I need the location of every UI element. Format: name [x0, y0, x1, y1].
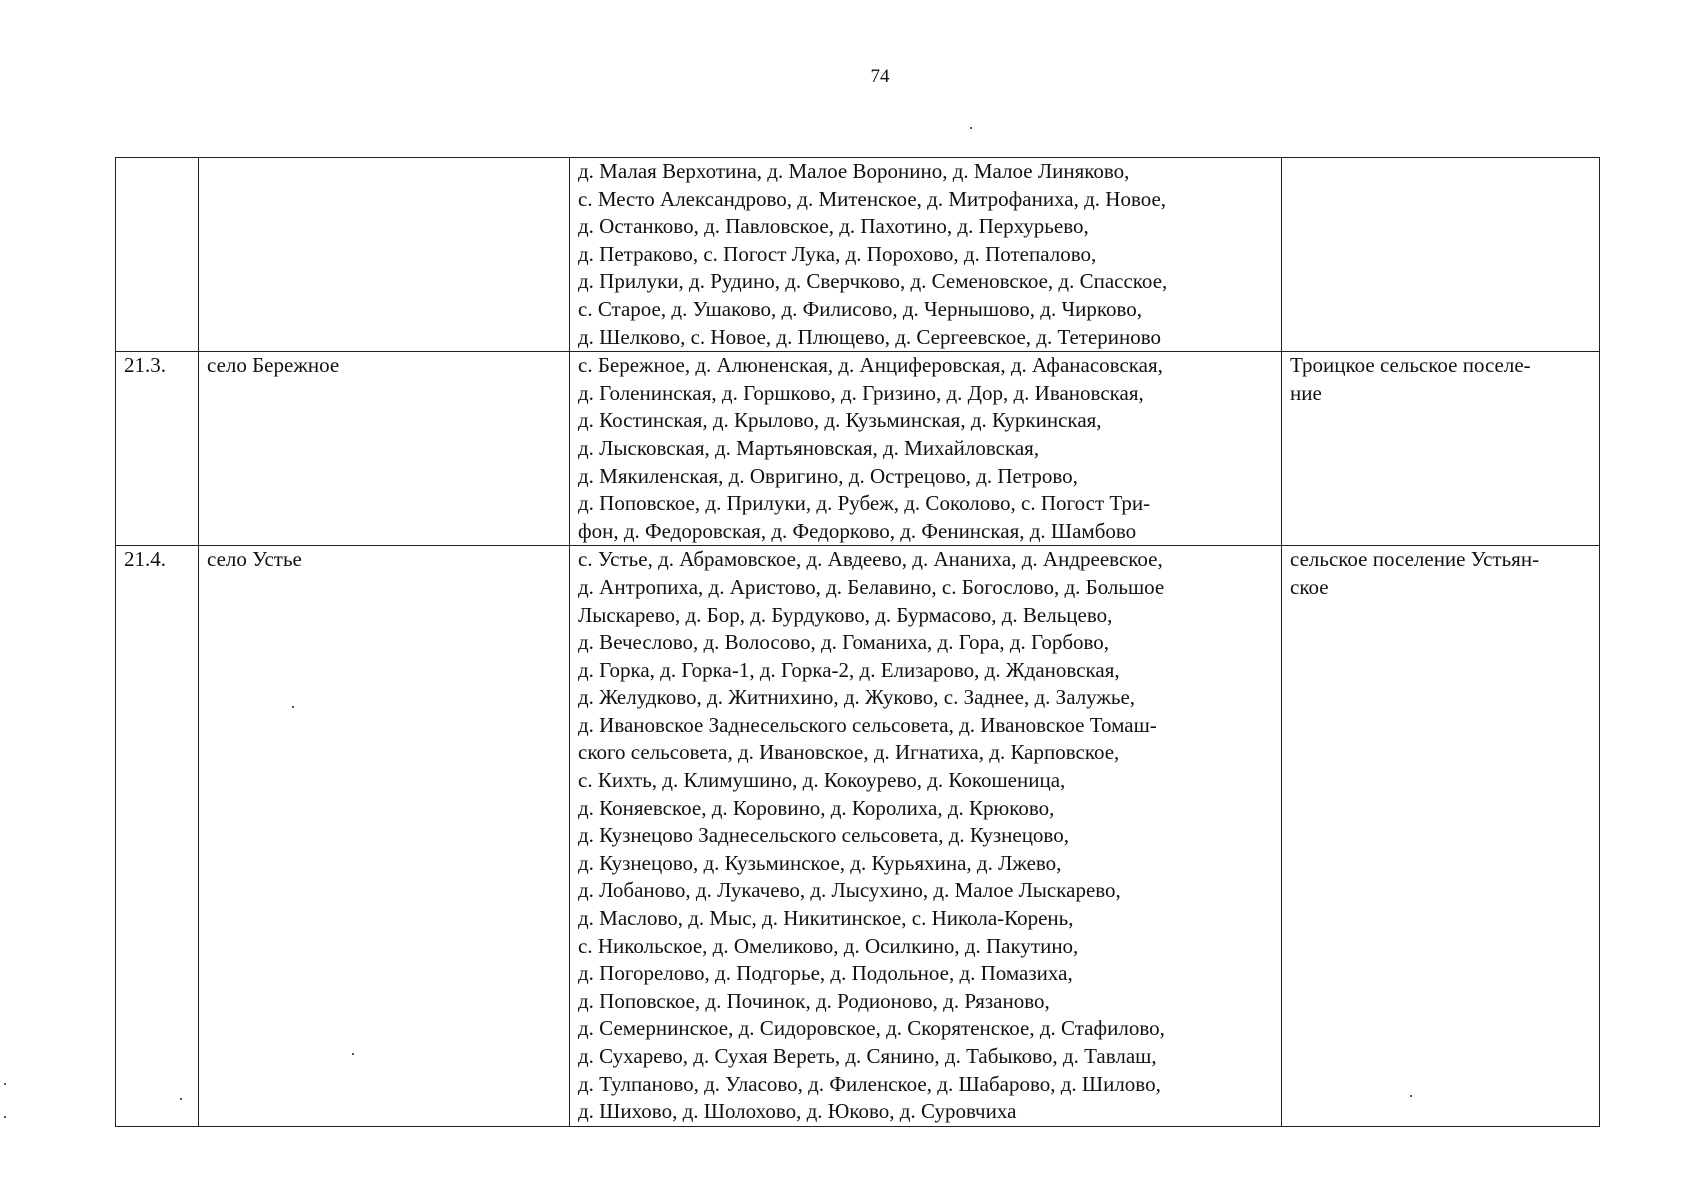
place-line: д. Коняевское, д. Коровино, д. Королиха, д. Крюково,	[578, 795, 1055, 820]
settlement-cell	[1282, 546, 1600, 1126]
place-line: д. Вечеслово, д. Волосово, д. Гоманиха, д. Гора, д. Горбово,	[578, 630, 1110, 655]
place-line: д. Желудково, д. Житнихино, д. Жуково, с. Заднее, д. Залужье,	[578, 685, 1136, 710]
place-line: Лыскарево, д. Бор, д. Бурдуково, д. Бурмасово, д. Вельцево,	[578, 602, 1113, 627]
scan-speck	[292, 706, 294, 708]
settlement-line: ское	[1290, 574, 1329, 599]
place-line: д. Кузнецово, д. Кузьминское, д. Курьяхина, д. Лжево,	[578, 850, 1062, 875]
place-line: д. Горка, д. Горка-1, д. Горка-2, д. Елизарово, д. Ждановская,	[578, 657, 1120, 682]
place-line: д. Лобаново, д. Лукачево, д. Лысухино, д. Малое Лыскарево,	[578, 878, 1121, 903]
row-number-cell: 21.4.	[116, 546, 199, 1126]
place-line: фон, д. Федоровская, д. Федорково, д. Фенинская, д. Шамбово	[578, 518, 1137, 543]
place-line: с. Кихть, д. Климушино, д. Кокоурево, д. Кокошеница,	[578, 768, 1066, 793]
place-line: д. Сухарево, д. Сухая Вереть, д. Сянино, д. Табыково, д. Тавлаш,	[578, 1044, 1157, 1068]
place-line: д. Кузнецово Заднесельского сельсовета, д. Кузнецово,	[578, 823, 1069, 848]
place-line: с. Устье, д. Абрамовское, д. Авдеево, д. Ананиха, д. Андреевское,	[578, 547, 1163, 572]
place-line: д. Малая Верхотина, д. Малое Воронино, д. Малое Линяково,	[578, 159, 1130, 183]
place-line: д. Мякиленская, д. Овригино, д. Острецово, д. Петрово,	[578, 463, 1078, 488]
places-list-cell	[570, 158, 1282, 352]
table-row	[116, 546, 1600, 1126]
scan-speck	[4, 1116, 6, 1118]
table-row	[116, 352, 1600, 546]
place-line: д. Прилуки, д. Рудино, д. Сверчково, д. Семеновское, д. Спасское,	[578, 269, 1168, 294]
place-line: д. Семернинское, д. Сидоровское, д. Скорятенское, д. Стафилово,	[578, 1016, 1165, 1041]
place-line: д. Маслово, д. Мыс, д. Никитинское, с. Никола-Корень,	[578, 906, 1074, 931]
scan-speck	[1410, 1095, 1412, 1097]
scan-speck	[970, 127, 972, 129]
locality-name-cell	[199, 158, 570, 352]
place-line: с. Бережное, д. Алюненская, д. Анциферовская, д. Афанасовская,	[578, 353, 1163, 378]
settlement-line: Троицкое сельское поселе-	[1290, 353, 1531, 378]
place-line: д. Шелково, с. Новое, д. Плющево, д. Сергеевское, д. Тетериново	[578, 324, 1162, 349]
place-line: д. Голенинская, д. Горшково, д. Гризино, д. Дор, д. Ивановская,	[578, 380, 1144, 405]
place-line: д. Погорелово, д. Подгорье, д. Подольное, д. Помазиха,	[578, 961, 1073, 986]
places-list-cell	[570, 546, 1282, 1126]
place-line: д. Поповское, д. Прилуки, д. Рубеж, д. Соколово, с. Погост Три-	[578, 491, 1151, 516]
places-list-cell	[570, 352, 1282, 546]
place-line: д. Шихово, д. Шолохово, д. Юково, д. Суровчиха	[578, 1099, 1017, 1124]
table-body	[116, 158, 1600, 1127]
settlement-cell	[1282, 158, 1600, 352]
settlement-line: ние	[1290, 380, 1322, 405]
scan-speck	[180, 1098, 182, 1100]
place-line: с. Старое, д. Ушаково, д. Филисово, д. Чернышово, д. Чирково,	[578, 296, 1142, 321]
page-number: 74	[870, 66, 890, 87]
settlement-cell	[1282, 352, 1600, 546]
place-line: д. Останково, д. Павловское, д. Пахотино, д. Перхурьево,	[578, 214, 1089, 239]
table-row	[116, 158, 1600, 352]
place-line: д. Петраково, с. Погост Лука, д. Порохово, д. Потепалово,	[578, 241, 1097, 266]
place-line: д. Поповское, д. Починок, д. Родионово, д. Рязаново,	[578, 988, 1050, 1013]
locality-name-cell: село Бережное	[199, 352, 570, 546]
settlement-line: сельское поселение Устьян-	[1290, 547, 1540, 572]
row-number-cell: 21.3.	[116, 352, 199, 546]
place-line: с. Никольское, д. Омеликово, д. Осилкино, д. Пакутино,	[578, 933, 1079, 958]
scan-speck	[4, 1083, 6, 1085]
place-line: ского сельсовета, д. Ивановское, д. Игнатиха, д. Карповское,	[578, 740, 1120, 765]
place-line: д. Тулпаново, д. Уласово, д. Филенское, д. Шабарово, д. Шилово,	[578, 1071, 1161, 1096]
place-line: д. Ивановское Заднесельского сельсовета, д. Ивановское Томаш-	[578, 712, 1157, 737]
place-line: д. Антропиха, д. Аристово, д. Белавино, с. Богослово, д. Большое	[578, 574, 1165, 599]
place-line: д. Лысковская, д. Мартьяновская, д. Михайловская,	[578, 435, 1040, 460]
place-line: д. Костинская, д. Крылово, д. Кузьминская, д. Куркинская,	[578, 408, 1102, 433]
place-line: с. Место Александрово, д. Митенское, д. Митрофаниха, д. Новое,	[578, 186, 1167, 211]
locality-name-cell: село Устье	[199, 546, 570, 1126]
row-number-cell	[116, 158, 199, 352]
scan-speck	[352, 1053, 354, 1055]
settlements-table	[115, 157, 1600, 1127]
